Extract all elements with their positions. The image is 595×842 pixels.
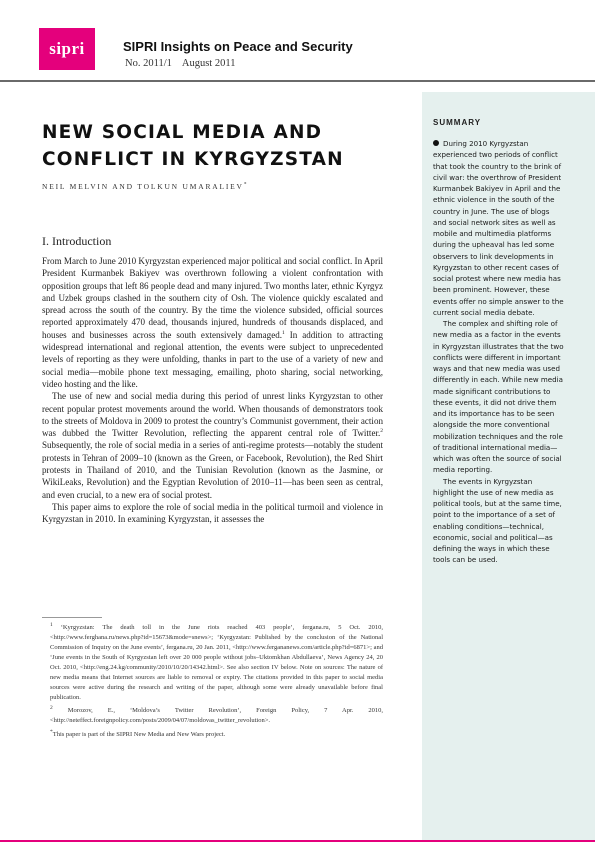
issue-number: No. 2011/1 [125, 58, 172, 69]
footnote: $^2$ Morozov, E., ‘Moldova’s Twitter Revolution’, Foreign Policy, 7 Apr. 2010, <http://neteffect.foreignpolicy.com/posts/2009/04/07/moldovas_twitter_revolution>. [50, 704, 384, 724]
footnotes [50, 623, 383, 743]
sipri-logo [39, 28, 95, 70]
series-title: SIPRI Insights on Peace and Security [123, 39, 353, 54]
summary-heading: SUMMARY [433, 118, 482, 127]
article-authors: NEIL MELVIN AND TOLKUN UMARALIEV* [42, 181, 249, 191]
body-paragraph: The use of new and social media during this period of unrest links Kyrgyzstan to other recent popular protest movements around the world. When thousands of demonstrators took to the streets of Moldova in 2009 to protest the country’s Communist government, their action was dubbed the Twitter Revolution, reflecting the apparent central role of Twitter.$^2$ Subsequently, the role of social media in a series of anti-regime protests—notably the student protests in Tehran of 2009–10 (known as the Green, or Facebook, Revolution), the Red Shirt protests in Thailand of 2010, and the Tunisian Revolution (known as the Jasmine, or WikiLeaks, Revolution) and the Egyptian Revolution of 2010–11—has been seen as central, and even crucial, to a new era of social protest. [42, 391, 383, 500]
footnote: $^1$ ‘Kyrgyzstan: The death toll in the June riots reached 403 people’, fergana.ru, 5 Oct. 2010, <http://www.ferghana.ru/news.php?id=15673&mode=snews>; ‘Kyrgyzstan: Published by the conclusion of the National Commission of Inquiry on the June events’, fergana.ru, 20 Jan. 2011, <http://www.fergananews.com/article.php?id=6871>; and ‘June events in the South of Kyrgyzstan left over 20 000 people without jobs–Uktomkhan Abdullaeva’, News Agency 24, 20 Oct. 2010, <http://eng.24.kg/community/2010/10/20/14342.html>. See also section IV below. Note on sources: The nature of new media means that Internet sources are liable to removal or expiry. The citations provided in this paper to social media sources were active during the research and writing of the paper, although some were already unavailable before final publication. [50, 621, 383, 701]
summary-paragraph: During 2010 Kyrgyzstan experienced two periods of conflict that took the country to the brink of civil war: the overthrow of President Kurmanbek Bakiyev in April and the ethnic violence in the south of the country in June. The use of blogs and social network sites as well as mobile and multimedia platforms during the upheaval has led some observers to link developments in Kyrgyzstan to other recent cases of social protest where new media has been prominent. However, these events offer no simple answer to the current social media debate. [433, 139, 564, 317]
footnote-ref[interactable]: 2 [380, 428, 383, 435]
summary-paragraph: The events in Kyrgyzstan highlight the use of new media as political tools, but at the same time, point to the importance of a set of enabling conditions—technical, economic, social and political—as defining the ways in which these tools can be used. [433, 476, 562, 565]
body-paragraph: This paper aims to explore the role of social media in the political turmoil and violence in Kyrgyzstan in 2010. In examining Kyrgyzstan, it assesses the [42, 501, 383, 525]
author-note: *This paper is part of the SIPRI New Media and New Wars project. [50, 728, 226, 738]
logo-text: sipri [49, 39, 85, 58]
summary-text [433, 138, 565, 566]
body-paragraph: From March to June 2010 Kyrgyzstan experienced major political and social conflict. In April President Kurmanbek Bakiyev was overthrown following a violent confrontation with opposition groups that left 86 people dead and many injured. Two months later, ethnic Kyrgyz and Uzbek groups clashed in the southern city of Osh. The violence quickly escalated and spread across the south of the country. By the time the violence subsided, official sources reported approximately 470 dead, thousands injured, hundreds of thousands displaced, and houses and businesses across the south extensively damaged.$^1$ In addition to attracting widespread international and regional attention, the events were subject to unprecedented levels of reporting as they were unfolding, thanks in part to the use of a variety of new and social media—mobile phone text messaging, emailing, photo sharing, social networking, video hosting and the like. [42, 256, 383, 389]
footnote-rule [42, 617, 102, 618]
footnote-ref[interactable]: 1 [282, 329, 285, 336]
article-title: NEW SOCIAL MEDIA AND CONFLICT IN KYRGYZSTAN [42, 122, 344, 170]
header-rule [0, 80, 595, 82]
author-note-mark: * [243, 181, 249, 188]
section-heading: I. Introduction [42, 234, 112, 248]
issue-date: August 2011 [181, 58, 236, 69]
issue-line [125, 58, 235, 69]
article-body [42, 255, 383, 526]
summary-paragraph: The complex and shifting role of new media as a factor in the events in Kyrgyzstan illustrates that the two conflicts were different in important ways and that new media was used differently in each. While new media made significant contributions to these events, it did not drive them and its importance has to be seen alongside the more conventional mobilization techniques and the role of traditional international media—which was often the source of social media reporting. [433, 319, 564, 475]
bullet-icon [433, 140, 439, 146]
